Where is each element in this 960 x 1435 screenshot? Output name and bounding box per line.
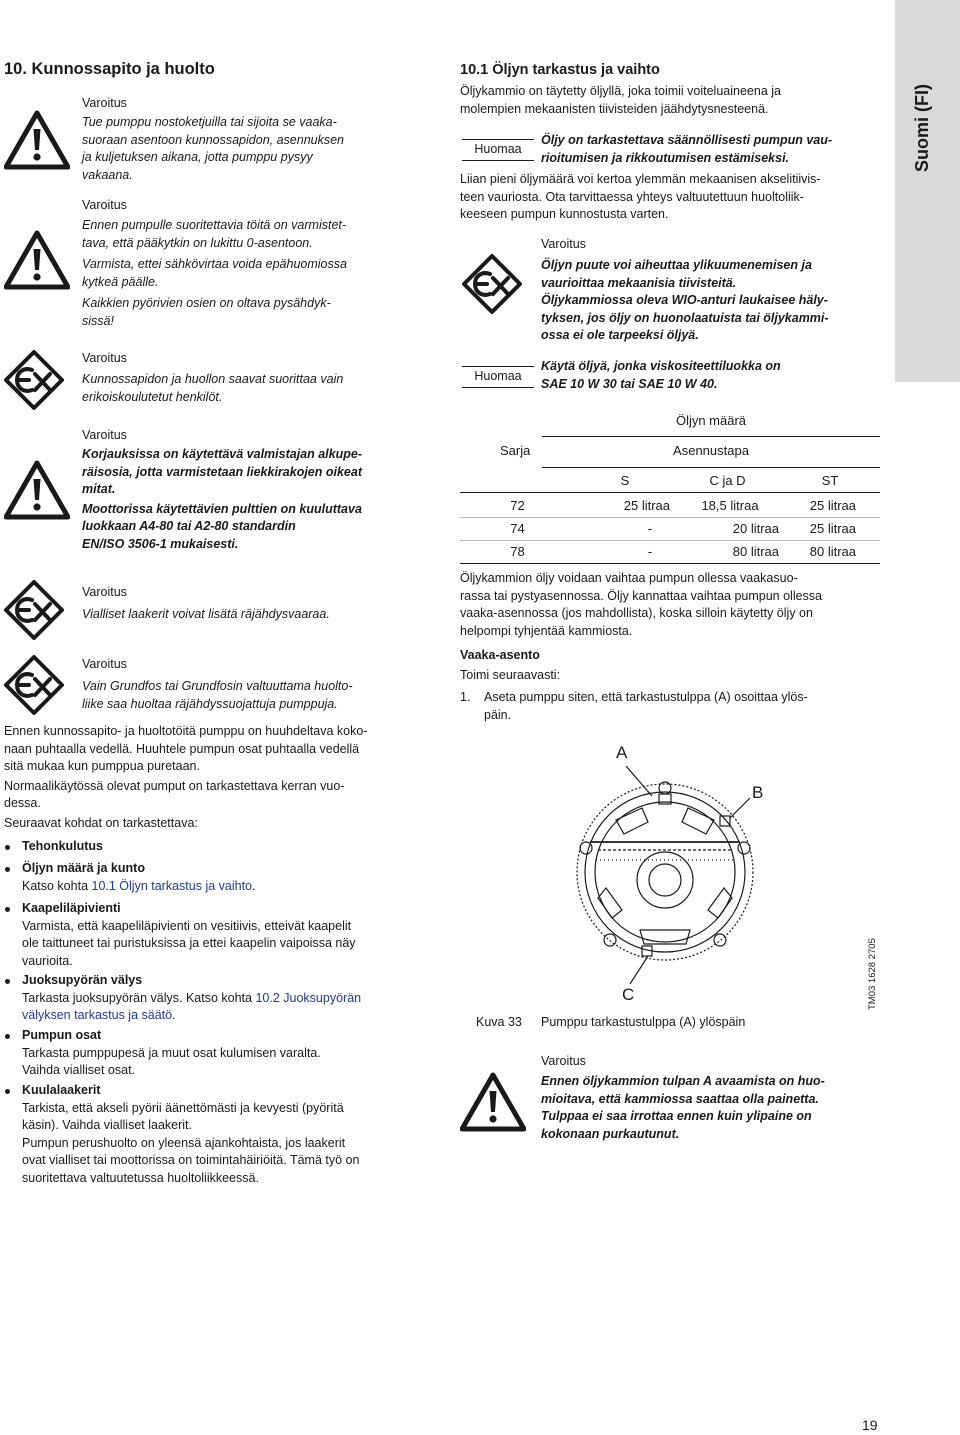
note-text: Öljy on tarkastettava säännöllisesti pumpun vau- rioitumisen ja rikkoutumisen estämiseksi. xyxy=(541,133,833,165)
page-number: 19 xyxy=(862,1417,878,1433)
warning-triangle-icon xyxy=(460,1072,526,1132)
table-top-header: Öljyn määrä xyxy=(675,413,747,428)
subsection-title: 10.1 Öljyn tarkastus ja vaihto xyxy=(460,62,660,78)
warning-title: Varoitus xyxy=(541,237,586,251)
ex-explosion-icon xyxy=(4,580,64,640)
warning-triangle-icon xyxy=(4,460,70,520)
table-row xyxy=(460,540,880,563)
figure-caption-number: Kuva 33 xyxy=(476,1015,522,1029)
figure-caption: Pumppu tarkastustulppa (A) ylöspäin xyxy=(541,1015,746,1029)
table-cell: 72 xyxy=(510,498,525,513)
warning-text: Vain Grundfos tai Grundfosin valtuuttama huolto- liike saa huoltaa räjähdyssuojattuja pumppuja. xyxy=(82,679,353,711)
maintenance-intro: Ennen kunnossapito- ja huoltotöitä pumppu on huuhdeltava koko- naan puhtaalla vedellä. Huuhtele pumpun osat puhtaalla vedellä sitä mukaa kun pumppua puretaan. Normaalikäytössä olevat pumput on tarkastettava kerran vuo- dessa. Seuraavat kohdat on tarkastettava: xyxy=(4,724,368,830)
table-row xyxy=(460,494,880,517)
figure-code: TM03 1628 2705 xyxy=(867,938,878,1010)
figure-label-a: A xyxy=(616,743,628,762)
bullet-icon xyxy=(5,1034,10,1039)
table-cell: 78 xyxy=(510,544,525,559)
warning-title: Varoitus xyxy=(541,1054,586,1068)
table-cell: 20 litraa xyxy=(732,521,779,536)
bullet-icon xyxy=(5,867,10,872)
bullet-icon xyxy=(5,845,10,850)
note-tag: Huomaa xyxy=(462,139,534,161)
ex-explosion-icon xyxy=(462,254,522,314)
warning-title: Varoitus xyxy=(82,198,127,212)
bullet-icon xyxy=(5,907,10,912)
oil-shortage-text: Liian pieni öljymäärä voi kertoa ylemmän mekaanisen akselitiivis- teen vauriosta. Ota tarvittaessa yhteys valtuutettuun huoltoliik- keeseen pumpun kunnostusta varten. xyxy=(460,172,821,222)
table-cell: 18,5 litraa xyxy=(701,498,759,513)
checklist-item: Öljyn määrä ja kunto Katso kohta 10.1 Öljyn tarkastus ja vaihto. xyxy=(22,861,256,893)
table-rule xyxy=(460,517,880,518)
horizontal-heading: Vaaka-asento xyxy=(460,648,540,662)
warning-text: Ennen pumpulle suoritettavia töitä on varmistet- tava, että pääkytkin on lukittu 0-asentoon. Varmista, ettei sähkövirtaa voida epähuomiossa kytkeä päälle. Kaikkien pyörivien osien on oltava pysähdyk- sissä! xyxy=(82,218,347,328)
step-number: 1. xyxy=(460,690,471,704)
warning-title: Varoitus xyxy=(82,351,127,365)
warning-text: Vialliset laakerit voivat lisätä räjähdysvaaraa. xyxy=(82,607,330,621)
ex-explosion-icon xyxy=(4,655,64,715)
warning-text: Tue pumppu nostoketjuilla tai sijoita se vaaka- suoraan asentoon kunnossapidon, asennuksen ja kuljetuksen aikana, jotta pumppu pysyy vakaana. xyxy=(82,115,345,182)
warning-title: Varoitus xyxy=(82,428,127,442)
checklist-item: Pumpun osat Tarkasta pumppupesä ja muut osat kulumisen varalta. Vaihda vialliset osat. xyxy=(22,1028,321,1078)
warning-triangle-icon xyxy=(4,230,70,290)
table-rule xyxy=(542,467,880,468)
impeller-clearance-link[interactable]: 10.2 Juoksupyörän xyxy=(255,990,362,1005)
table-row xyxy=(460,517,880,540)
table-group-header: Asennustapa xyxy=(673,443,749,458)
table-rule xyxy=(460,563,880,564)
table-cell: 25 litraa xyxy=(623,498,670,513)
warning-title: Varoitus xyxy=(82,96,127,110)
table-column-header: C ja D xyxy=(709,473,746,488)
step-text: Aseta pumppu siten, että tarkastustulppa (A) osoittaa ylös- päin. xyxy=(484,690,808,722)
warning-text: Korjauksissa on käytettävä valmistajan alkupe- räisosia, jotta varmistetaan liekkirakojen oikeat mitat. Moottorissa käytettävien pulttien on kuuluttava luokkaan A4-80 tai A2-80 standardin EN/ISO 3506-1 mukaisesti. xyxy=(82,447,362,551)
table-cell: 25 litraa xyxy=(809,498,856,513)
ex-explosion-icon xyxy=(4,350,64,410)
table-cell: - xyxy=(647,544,653,559)
bullet-icon xyxy=(5,979,10,984)
figure-label-b: B xyxy=(752,783,764,802)
section-title: 10. Kunnossapito ja huolto xyxy=(4,60,215,78)
warning-triangle-icon xyxy=(4,110,70,170)
instructions-label: Toimi seuraavasti: xyxy=(460,668,561,682)
oil-check-link[interactable]: 10.1 Öljyn tarkastus ja vaihto xyxy=(91,878,252,893)
table-rule xyxy=(542,436,880,437)
table-column-header: S xyxy=(620,473,630,488)
table-row-header: Sarja xyxy=(500,443,531,458)
warning-text: Öljyn puute voi aiheuttaa ylikuumenemisen ja vaurioittaa mekaanisia tiivisteitä. Öljykammiossa oleva WIO-anturi laukaisee häly- tyksen, jos öljy on huonolaatuista tai öljykammi- ossa ei ole tarpeeksi öljyä. xyxy=(541,258,829,343)
pump-diagram xyxy=(560,760,770,990)
note-text: Käytä öljyä, jonka viskositeettiluokka on SAE 10 W 30 tai SAE 10 W 40. xyxy=(541,359,781,391)
note-tag: Huomaa xyxy=(462,366,534,388)
table-cell: 80 litraa xyxy=(809,544,856,559)
warning-text: Ennen öljykammion tulpan A avaamista on huo- mioitava, että kammiossa saattaa olla painetta. Tulppaa ei saa irrottaa ennen kuin ylipaine on kokonaan purkautunut. xyxy=(541,1074,825,1141)
checklist-item-title: Tehonkulutus xyxy=(22,839,104,853)
oil-chamber-intro: Öljykammio on täytetty öljyllä, joka toimii voiteluaineena ja molempien mekaanisten tiivisteiden jäähdytysnesteenä. xyxy=(460,84,781,116)
language-tab xyxy=(895,0,960,382)
checklist-item: Juoksupyörän välys Tarkasta juoksupyörän välys. Katso kohta 10.2 Juoksupyörän välyksen tarkastus ja säätö. xyxy=(22,973,362,1023)
checklist-item: Kaapeliläpivienti Varmista, että kaapeliläpivienti on vesitiivis, etteivät kaapelit ole taittuneet tai puristuksissa ja ettei kaapelin vaipoissa näy vaurioita. xyxy=(22,901,356,968)
language-label: Suomi (FI) xyxy=(912,84,932,172)
figure-label-c: C xyxy=(622,985,635,1004)
warning-title: Varoitus xyxy=(82,657,127,671)
oil-change-text: Öljykammion öljy voidaan vaihtaa pumpun ollessa vaakasuo- rassa tai pystyasennossa. Öljy kannattaa vaihtaa pumpun ollessa vaaka-asennossa (jos mahdollista), koska silloin käytetty öljy on helpompi tyhjentää kammiosta. xyxy=(460,571,823,638)
table-cell: 80 litraa xyxy=(732,544,779,559)
checklist-item: Kuulalaakerit Tarkista, että akseli pyörii äänettömästi ja kevyesti (pyöritä käsin). Vaihda vialliset laakerit. Pumpun perushuolto on yleensä ajankohtaista, jos laakerit ovat vialliset tai moottorissa on toimintahäiriöitä. Tämä työ on suoritettava valtuutetussa huoltoliikkeessä. xyxy=(22,1083,360,1185)
table-column-header: ST xyxy=(821,473,839,488)
impeller-clearance-link-cont[interactable]: välyksen tarkastus ja säätö xyxy=(22,1008,173,1023)
table-rule xyxy=(460,540,880,541)
table-cell: - xyxy=(647,521,653,536)
table-cell: 74 xyxy=(510,521,525,536)
table-cell: 25 litraa xyxy=(809,521,856,536)
warning-title: Varoitus xyxy=(82,585,127,599)
oil-quantity-table xyxy=(460,494,880,563)
bullet-icon xyxy=(5,1089,10,1094)
table-rule xyxy=(460,492,880,493)
warning-text: Kunnossapidon ja huollon saavat suorittaa vain erikoiskoulutetut henkilöt. xyxy=(82,372,344,404)
